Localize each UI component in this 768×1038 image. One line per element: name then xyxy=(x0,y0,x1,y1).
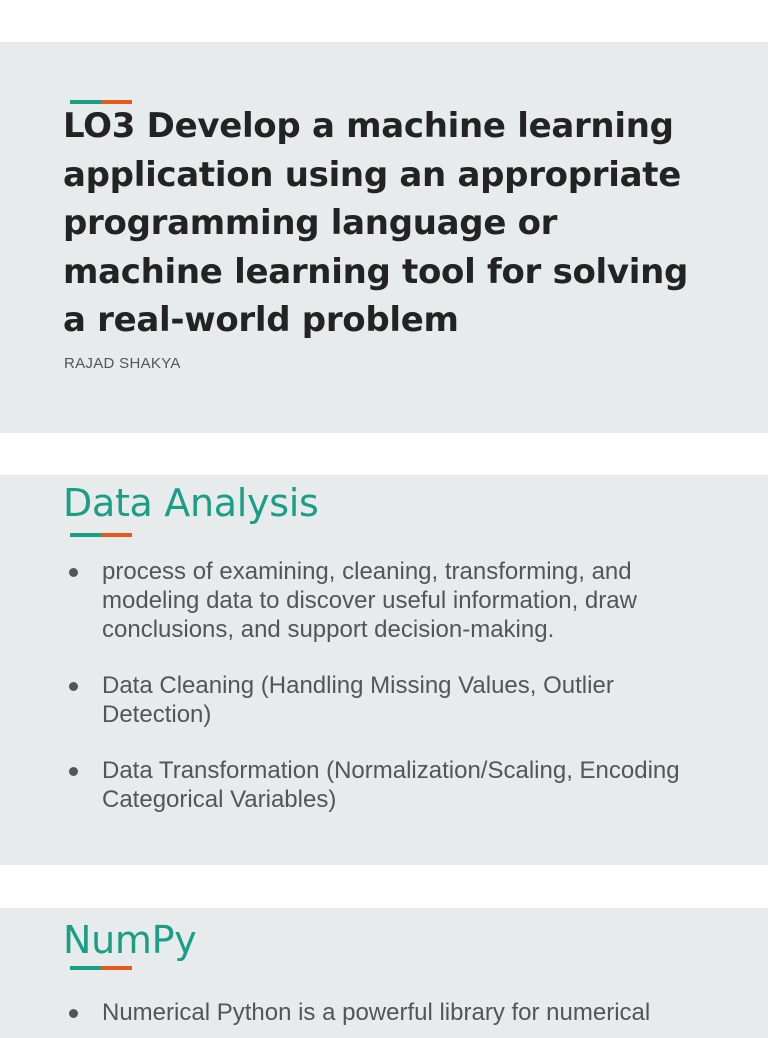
slide-heading: Data Analysis xyxy=(63,481,319,525)
author-name: RAJAD SHAKYA xyxy=(64,355,181,372)
list-item xyxy=(0,671,700,729)
list-item xyxy=(0,756,700,814)
slide-heading: NumPy xyxy=(63,918,197,962)
accent-orange-segment xyxy=(101,533,132,537)
bullet-text: process of examining, cleaning, transforming, and modeling data to discover useful information, draw conclusions, and support decision-making. xyxy=(102,558,637,643)
heading-accent-bar xyxy=(70,966,132,970)
bullet-dot xyxy=(69,767,78,776)
bullet-dot xyxy=(69,682,78,691)
list-item xyxy=(0,557,700,644)
list-item xyxy=(0,998,700,1027)
bullet-list xyxy=(0,557,700,841)
title-slide xyxy=(0,42,768,433)
accent-teal-segment xyxy=(70,966,101,970)
bullet-dot xyxy=(69,1009,78,1018)
bullet-list xyxy=(0,998,700,1038)
slide-title: LO3 Develop a machine learning application using an appropriate programming language or machine learning tool for solving a real-world problem xyxy=(63,106,689,340)
data-analysis-slide xyxy=(0,475,768,865)
bullet-text: Numerical Python is a powerful library for numerical xyxy=(102,999,651,1026)
bullet-text: Data Cleaning (Handling Missing Values, Outlier Detection) xyxy=(102,672,614,728)
bullet-text: Data Transformation (Normalization/Scaling, Encoding Categorical Variables) xyxy=(102,757,680,813)
accent-orange-segment xyxy=(101,966,132,970)
accent-teal-segment xyxy=(70,533,101,537)
bullet-dot xyxy=(69,568,78,577)
heading-accent-bar xyxy=(70,533,132,537)
numpy-slide xyxy=(0,908,768,1038)
